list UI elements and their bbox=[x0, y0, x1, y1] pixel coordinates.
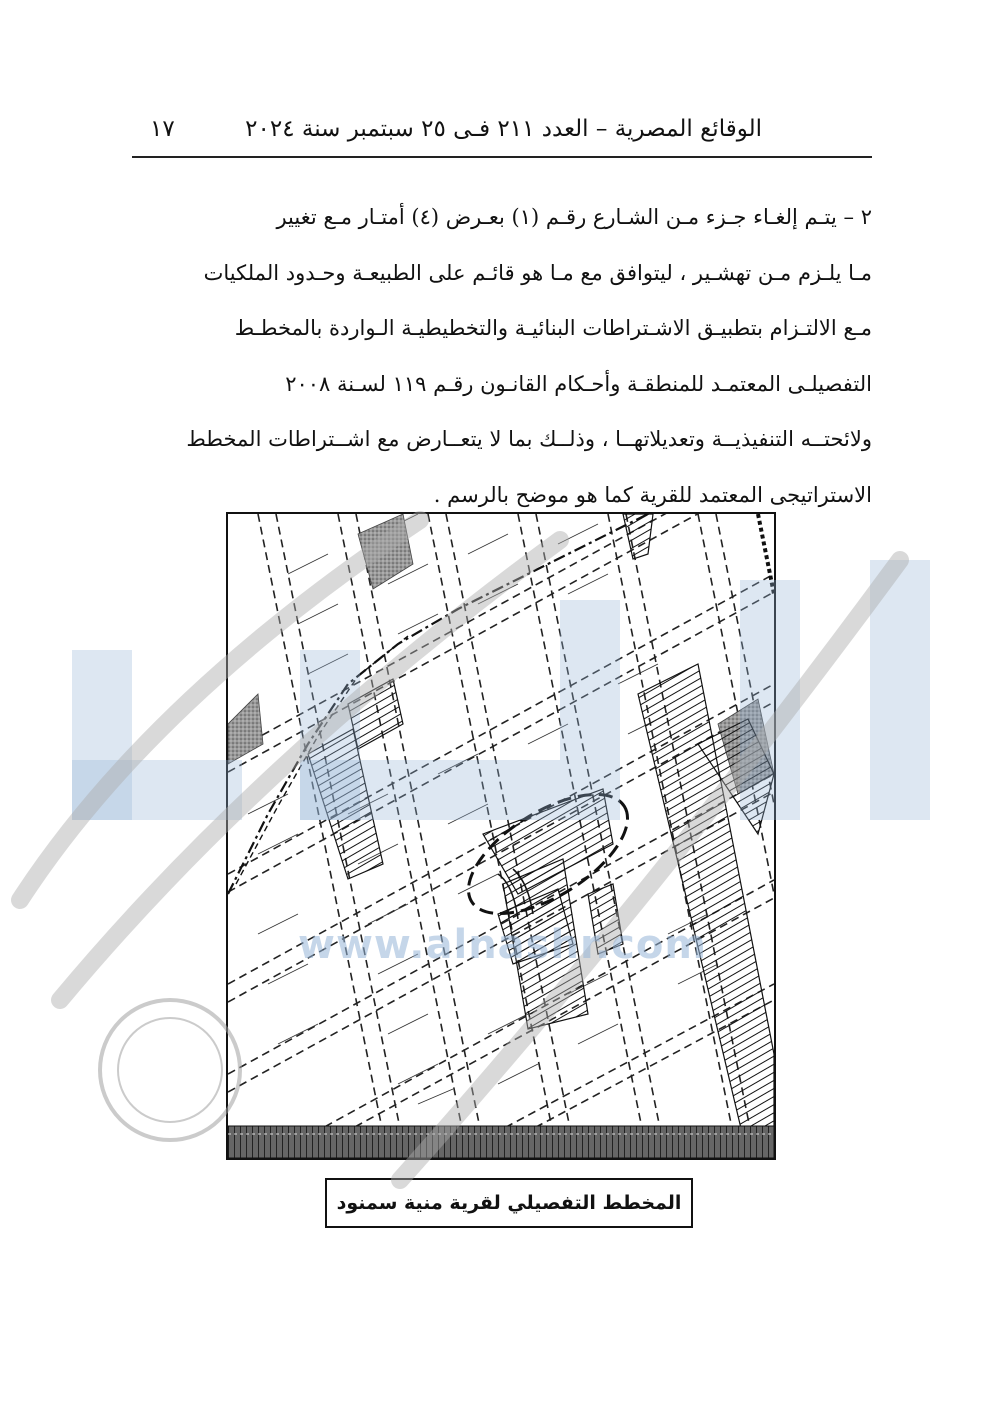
stippled-block bbox=[358, 514, 413, 589]
page-header bbox=[132, 108, 872, 158]
detailed-plan-map bbox=[226, 512, 776, 1160]
text-line: ولائحتــه التنفيذيــة وتعديلاتهــا ، وذلــك بما لا يتعــارض مع اشــتراطات المخطط bbox=[186, 427, 872, 451]
decree-clause-text bbox=[132, 190, 872, 523]
map-caption: المخطط التفصيلي لقرية منية سمنود bbox=[336, 1192, 682, 1214]
text-line: الاستراتيجى المعتمد للقرية كما هو موضح بالرسم . bbox=[433, 482, 872, 507]
map-caption-box bbox=[325, 1178, 693, 1228]
text-line: ٢ – يتـم إلغـاء جـزء مـن الشـارع رقـم (١) بعـرض (٤) أمتـار مـع تغيير bbox=[276, 205, 872, 229]
watermark-url: www.alnashr.com bbox=[298, 922, 708, 968]
page-number: ١٧ bbox=[150, 116, 175, 142]
text-line: التفصيلـى المعتمـد للمنطقـة وأحـكام القانـون رقـم ١١٩ لسـنة ٢٠٠٨ bbox=[285, 371, 872, 396]
text-line: مـع الالتـزام بتطبيـق الاشـتراطات البنائيـة والتخطيطيـة الـواردة بالمخطـط bbox=[234, 316, 872, 340]
edge-rail bbox=[758, 514, 774, 594]
hatched-parcels bbox=[308, 514, 774, 1158]
railway-strip bbox=[228, 1126, 774, 1158]
plan-drawing bbox=[228, 514, 774, 1158]
gazette-header-title: الوقائع المصرية – العدد ٢١١ فـى ٢٥ سبتمبر سنة ٢٠٢٤ bbox=[245, 116, 762, 142]
stippled-block bbox=[228, 694, 263, 764]
plot-lines bbox=[248, 514, 718, 1104]
text-line: مـا يلـزم مـن تهشـير ، ليتوافق مع مـا هو قائـم على الطبيعـة وحـدود الملكيات bbox=[203, 260, 872, 285]
gov-seal bbox=[100, 1000, 240, 1140]
